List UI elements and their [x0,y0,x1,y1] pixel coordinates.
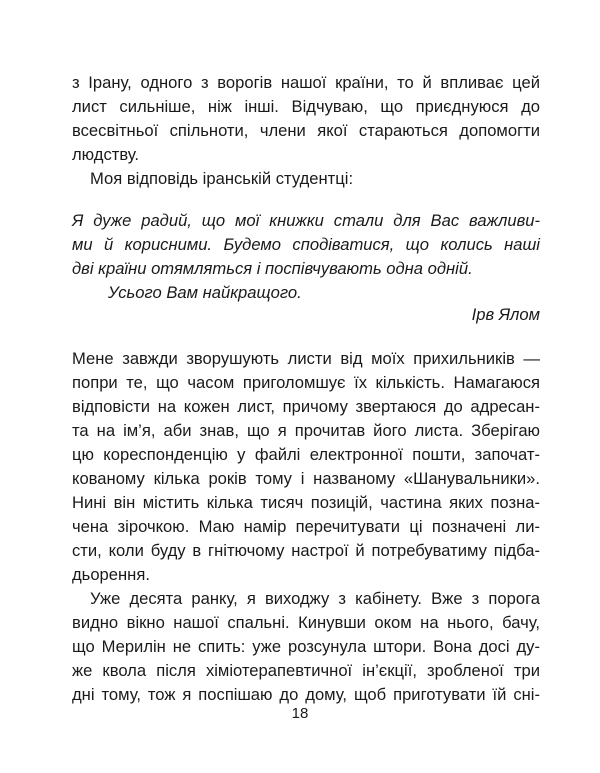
quote-line: ми й корисними. Будемо сподіватися, що колись наші [72,235,540,254]
text-line: та на ім’я, аби знав, що я прочитав його листа. Зберігаю [72,421,540,440]
text-line: відповісти на кожен лист, причому звертаюся до адресан- [72,397,540,416]
text-line: всесвітньої спільноти, члени якої стараються допомогти [72,121,540,140]
quote-line: Усього Вам найкращого. [108,283,302,302]
text-line: цю кореспонденцію у файлі електронної пошти, започат- [72,445,540,464]
text-line: лист сильніше, ніж інші. Відчуваю, що приєднуюся до [72,97,540,116]
text-line: сти, коли буду в гнітючому настрої й потребуватиму підба- [72,541,540,560]
quote-line: дві країни отямляться і поспівчувають одна одній. [72,259,473,278]
text-line: же квола після хіміотерапевтичної ін’єкції, зробленої три [72,661,540,680]
text-line: Уже десята ранку, я виходжу з кабінету. Вже з порога [90,589,540,608]
text-line: дні тому, тож я поспішаю до дому, щоб приготувати їй сні- [72,685,540,704]
text-line: Моя відповідь іранській студентці: [90,169,354,188]
text-line: Мене завжди зворушують листи від моїх прихильників — [72,349,540,368]
text-line: кованому кілька років тому і названому «Шанувальники». [72,469,540,488]
text-line: видно вікно нашої спальні. Кинувши оком на нього, бачу, [72,613,540,632]
text-line: з Ірану, одного з ворогів нашої країни, то й впливає цей [72,73,540,92]
text-line: попри те, що часом приголомшує їх кількість. Намагаюся [72,373,540,392]
text-line: людству. [72,145,140,164]
quote-line: Я дуже радий, що мої книжки стали для Вас важливи- [72,211,540,230]
text-line: дьорення. [72,565,150,584]
page-number: 18 [291,705,309,722]
text-line: що Мерилін не спить: уже розсунула штори. Вона досі ду- [72,637,540,656]
text-line: Нині він містить кілька тисяч позицій, частина яких позна- [72,493,540,512]
signature: Ірв Ялом [471,305,540,324]
text-line: чена зірочкою. Маю намір перечитувати ці позначені ли- [72,517,540,536]
